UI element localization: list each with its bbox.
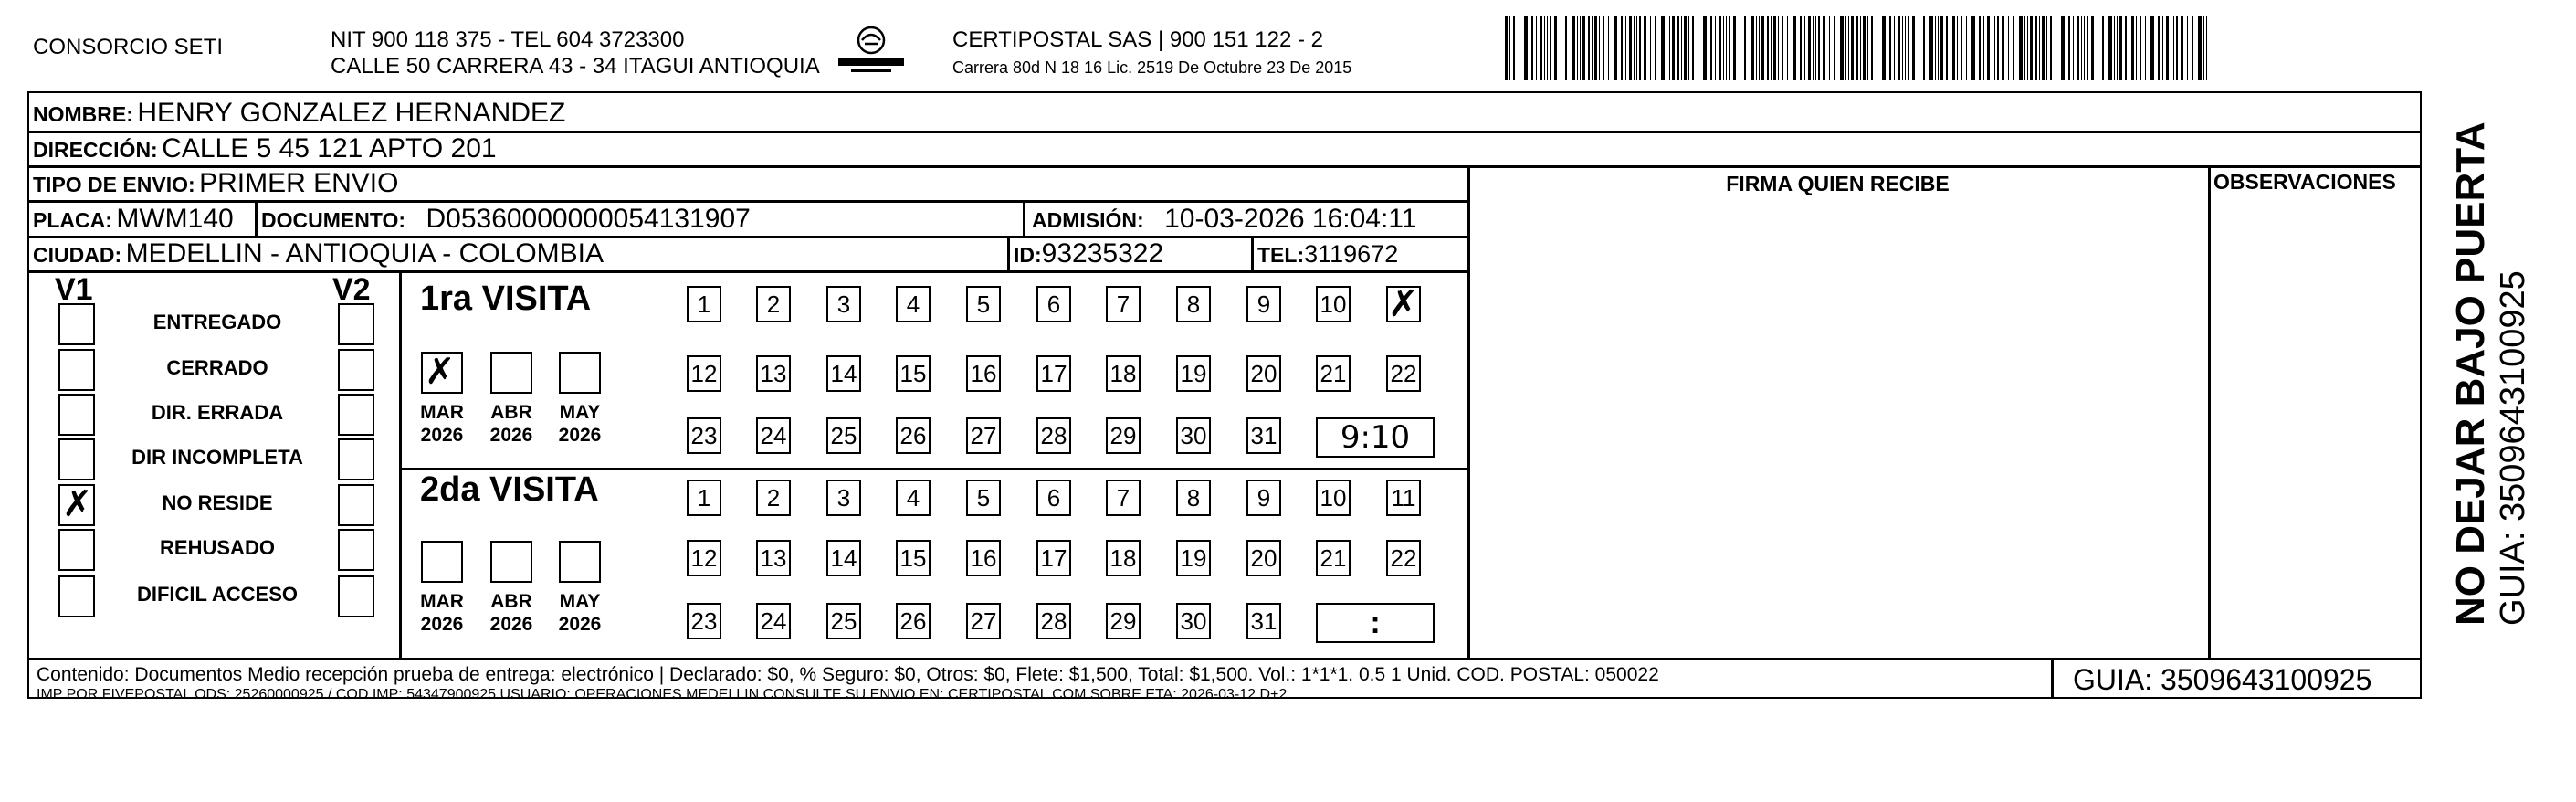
second-visit-day-box[interactable]: 18 (1106, 540, 1141, 576)
first-visit-day-box[interactable]: 21 (1316, 355, 1351, 392)
first-visit-month-label: MAY 2026 (558, 402, 602, 446)
documento-value: D05360000000054131907 (426, 204, 751, 234)
observaciones-header: OBSERVACIONES (2213, 170, 2396, 194)
first-visit-day-box[interactable]: 18 (1106, 355, 1141, 392)
second-visit-day-box[interactable]: 28 (1036, 603, 1071, 639)
second-visit-month-checkbox[interactable] (559, 541, 601, 583)
courier-address: Carrera 80d N 18 16 Lic. 2519 De Octubre 23 De 2015 (952, 58, 1352, 77)
footer-content: Contenido: Documentos Medio recepción prueba de entrega: electrónico | Declarado: $0, % Seguro: $0, Otros: $0, Flete: $1,500, Total: $1,500. Vol.: 1*1*1. 0.5 1 Unid. COD. POSTAL: 050022 (37, 664, 1659, 685)
first-visit-day-box[interactable]: 15 (896, 355, 931, 392)
firma-header: FIRMA QUIEN RECIBE (1726, 172, 1950, 195)
second-visit-day-box[interactable]: 4 (896, 480, 931, 516)
first-visit-day-box[interactable]: 30 (1176, 417, 1211, 454)
ciudad-row (33, 238, 604, 269)
first-visit-day-box[interactable]: 20 (1246, 355, 1281, 392)
first-visit-day-box[interactable]: 27 (966, 417, 1001, 454)
status-label: DIFICIL ACCESO (136, 583, 298, 606)
v1-checkbox[interactable] (58, 529, 95, 571)
second-visit-day-box[interactable]: 11 (1386, 480, 1421, 516)
placa-row (33, 204, 234, 235)
tel-row (1257, 240, 1398, 269)
first-visit-month-label: ABR 2026 (489, 402, 533, 446)
second-visit-day-box[interactable]: 16 (966, 540, 1001, 576)
ciudad-label: CIUDAD: (33, 243, 122, 267)
second-visit-day-box[interactable]: 27 (966, 603, 1001, 639)
side-guia: GUIA: 3509643100925 (2494, 270, 2532, 626)
status-label: REHUSADO (160, 536, 275, 559)
company-name: CONSORCIO SETI (33, 35, 224, 59)
admision-label: ADMISIÓN: (1032, 208, 1144, 232)
first-visit-day-box[interactable]: 25 (826, 417, 861, 454)
first-visit-day-box[interactable]: 26 (896, 417, 931, 454)
v1-checkbox[interactable] (58, 438, 95, 480)
second-visit-day-box[interactable]: 24 (756, 603, 791, 639)
v2-checkbox[interactable] (338, 303, 374, 345)
second-visit-day-box[interactable]: 8 (1176, 480, 1211, 516)
second-visit-day-box[interactable]: 17 (1036, 540, 1071, 576)
first-visit-day-box[interactable]: 23 (687, 417, 721, 454)
direccion-row (33, 133, 497, 164)
second-visit-month-checkbox[interactable] (421, 541, 463, 583)
second-visit-day-box[interactable]: 25 (826, 603, 861, 639)
v1-checkbox[interactable] (58, 575, 95, 617)
direccion-label: DIRECCIÓN: (33, 138, 158, 162)
handwritten-day-mark: ✗ (1388, 283, 1419, 325)
first-visit-day-box[interactable] (1386, 283, 1421, 325)
company-address: CALLE 50 CARRERA 43 - 34 ITAGUI ANTIOQUIA (331, 54, 820, 79)
first-visit-day-box[interactable]: 2 (756, 286, 791, 322)
status-label: NO RESIDE (162, 491, 273, 514)
courier-title: CERTIPOSTAL SAS | 900 151 122 - 2 (952, 27, 1323, 52)
tel-value: 3119672 (1304, 240, 1399, 268)
id-value: 93235322 (1041, 238, 1164, 269)
first-visit-day-box[interactable]: 12 (687, 355, 721, 392)
v2-checkbox[interactable] (338, 349, 374, 391)
v1-checkbox[interactable] (58, 303, 95, 345)
placa-value: MWM140 (116, 204, 234, 234)
v1-label: V1 (55, 272, 93, 307)
side-text (2433, 110, 2560, 630)
status-label: DIR INCOMPLETA (131, 446, 303, 469)
second-visit-day-box[interactable]: 3 (826, 480, 861, 516)
first-visit-day-box[interactable]: 14 (826, 355, 861, 392)
v2-checkbox[interactable] (338, 394, 374, 436)
second-visit-day-box[interactable]: 5 (966, 480, 1001, 516)
second-visit-day-box[interactable]: 23 (687, 603, 721, 639)
v1-checkbox[interactable] (58, 349, 95, 391)
v1-checkbox[interactable] (58, 394, 95, 436)
first-visit-day-box[interactable]: 13 (756, 355, 791, 392)
second-visit-month-label: MAY 2026 (558, 591, 602, 635)
second-visit-day-box[interactable]: 14 (826, 540, 861, 576)
first-visit-day-box[interactable]: 4 (896, 286, 931, 322)
documento-label: DOCUMENTO: (261, 208, 406, 232)
second-visit-day-box[interactable]: 1 (687, 480, 721, 516)
nombre-label: NOMBRE: (33, 102, 133, 126)
handwritten-check-mark: ✗ (62, 483, 93, 525)
second-visit-title: 2da VISITA (420, 470, 599, 509)
second-visit-day-box[interactable]: 15 (896, 540, 931, 576)
tel-label: TEL: (1257, 243, 1305, 267)
first-visit-month-checkbox[interactable] (490, 352, 532, 394)
side-warning: NO DEJAR BAJO PUERTA (2448, 121, 2493, 626)
first-visit-time-box[interactable]: 9:10 (1316, 417, 1435, 458)
handwritten-month-mark: ✗ (425, 351, 456, 393)
status-label: CERRADO (166, 356, 268, 379)
second-visit-day-box[interactable]: 13 (756, 540, 791, 576)
first-visit-month-label: MAR 2026 (420, 402, 464, 446)
first-visit-day-box[interactable]: 7 (1106, 286, 1141, 322)
second-visit-month-label: MAR 2026 (420, 591, 464, 635)
second-visit-day-box[interactable]: 6 (1036, 480, 1071, 516)
first-visit-day-box[interactable]: 16 (966, 355, 1001, 392)
certipostal-logo (835, 24, 908, 79)
id-label: ID: (1014, 243, 1042, 267)
second-visit-day-box[interactable]: 20 (1246, 540, 1281, 576)
second-visit-day-box[interactable]: 29 (1106, 603, 1141, 639)
second-visit-day-box[interactable]: 22 (1386, 540, 1421, 576)
v2-label: V2 (332, 272, 371, 307)
second-visit-day-box[interactable]: 31 (1246, 603, 1281, 639)
first-visit-day-box[interactable]: 31 (1246, 417, 1281, 454)
nit-line: NIT 900 118 375 - TEL 604 3723300 (331, 27, 685, 52)
second-visit-time-box[interactable]: : (1316, 603, 1435, 643)
documento-row (261, 204, 751, 235)
nombre-row (33, 98, 565, 129)
footer-imp: IMP POR FIVEPOSTAL ODS: 25260000925 / COD.IMP: 54347900925 USUARIO: OPERACIONES MEDELLIN CONSULTE SU ENVIO EN: CERTIPOSTAL.COM SOBRE ETA: 2026-03-12 D+2 (37, 687, 1288, 702)
admision-row (1032, 204, 1416, 235)
second-visit-day-box[interactable]: 12 (687, 540, 721, 576)
second-visit-day-box[interactable]: 2 (756, 480, 791, 516)
v2-checkbox[interactable] (338, 438, 374, 480)
placa-label: PLACA: (33, 208, 112, 232)
first-visit-day-box[interactable]: 22 (1386, 355, 1421, 392)
first-visit-day-box[interactable]: 17 (1036, 355, 1071, 392)
second-visit-day-box[interactable]: 9 (1246, 480, 1281, 516)
first-visit-day-box[interactable]: 6 (1036, 286, 1071, 322)
first-visit-day-box[interactable]: 24 (756, 417, 791, 454)
status-label: DIR. ERRADA (151, 401, 284, 424)
first-visit-day-box[interactable]: 28 (1036, 417, 1071, 454)
second-visit-day-box[interactable]: 7 (1106, 480, 1141, 516)
second-visit-month-label: ABR 2026 (489, 591, 533, 635)
tipo-value: PRIMER ENVIO (199, 168, 399, 198)
footer-guia: GUIA: 3509643100925 (2073, 663, 2372, 696)
first-visit-day-box[interactable]: 19 (1176, 355, 1211, 392)
second-visit-day-box[interactable]: 21 (1316, 540, 1351, 576)
first-visit-day-box[interactable]: 3 (826, 286, 861, 322)
status-label: ENTREGADO (152, 311, 282, 333)
second-visit-day-box[interactable]: 19 (1176, 540, 1211, 576)
direccion-value: CALLE 5 45 121 APTO 201 (162, 133, 497, 164)
admision-value: 10-03-2026 16:04:11 (1164, 204, 1417, 234)
v2-checkbox[interactable] (338, 575, 374, 617)
first-visit-day-box[interactable]: 5 (966, 286, 1001, 322)
second-visit-day-box[interactable]: 30 (1176, 603, 1211, 639)
v2-checkbox[interactable] (338, 529, 374, 571)
first-visit-day-box[interactable]: 8 (1176, 286, 1211, 322)
first-visit-title: 1ra VISITA (420, 280, 592, 318)
tipo-label: TIPO DE ENVIO: (33, 173, 195, 196)
tipo-row (33, 168, 398, 199)
ciudad-value: MEDELLIN - ANTIOQUIA - COLOMBIA (125, 238, 604, 269)
v2-checkbox[interactable] (338, 484, 374, 526)
first-visit-day-box[interactable]: 10 (1316, 286, 1351, 322)
first-visit-month-checkbox[interactable] (559, 352, 601, 394)
first-visit-day-box[interactable]: 1 (687, 286, 721, 322)
id-row (1014, 238, 1163, 269)
second-visit-day-box[interactable]: 26 (896, 603, 931, 639)
nombre-value: HENRY GONZALEZ HERNANDEZ (137, 98, 566, 128)
barcode (1505, 16, 2208, 80)
second-visit-day-box[interactable]: 10 (1316, 480, 1351, 516)
first-visit-day-box[interactable]: 9 (1246, 286, 1281, 322)
first-visit-day-box[interactable]: 29 (1106, 417, 1141, 454)
second-visit-month-checkbox[interactable] (490, 541, 532, 583)
